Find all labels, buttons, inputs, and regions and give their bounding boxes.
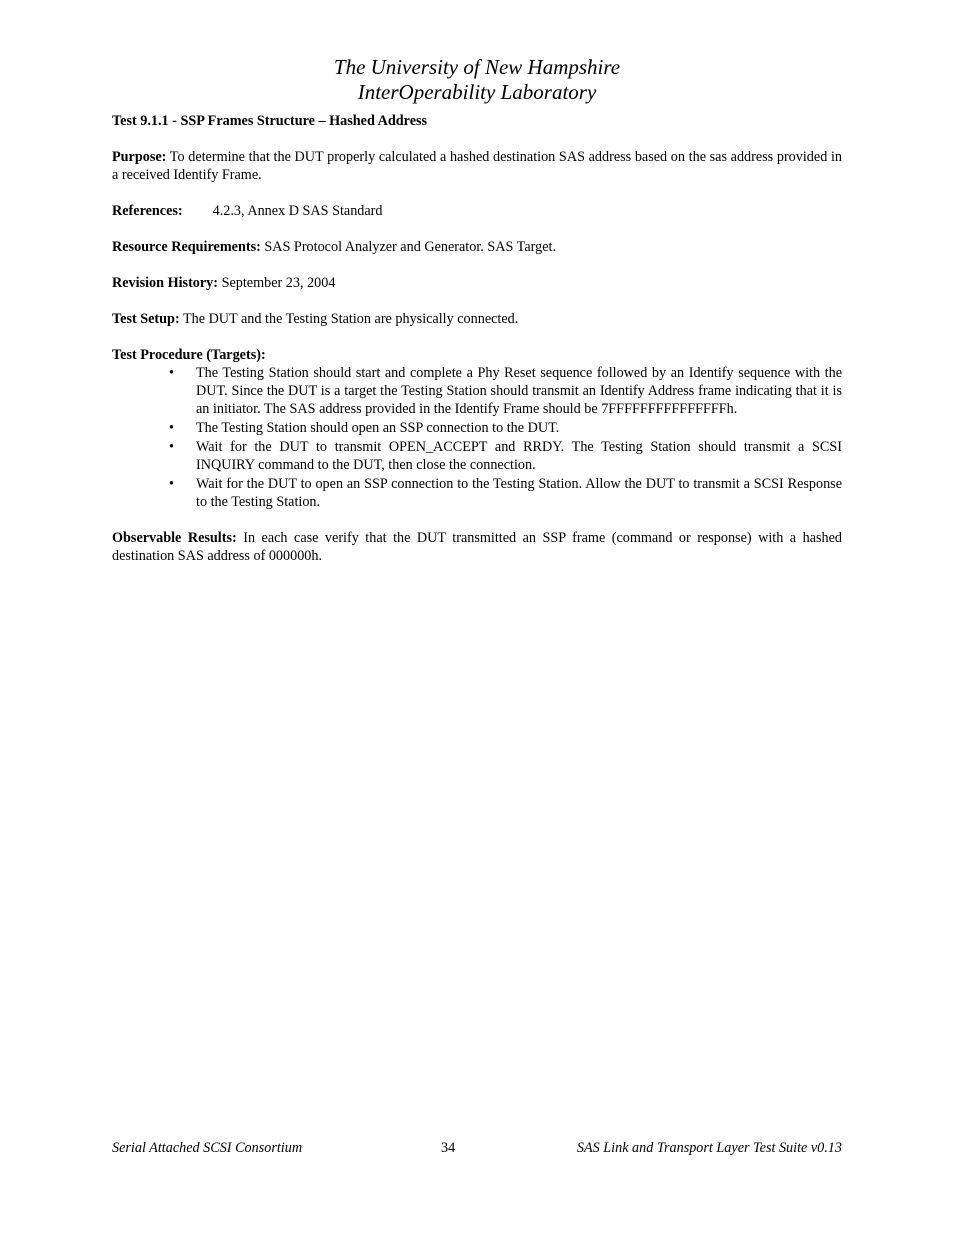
bullet-icon: • xyxy=(169,476,174,492)
revision-label: Revision History: xyxy=(112,275,219,291)
test-title: Test 9.1.1 - SSP Frames Structure – Hashed Address xyxy=(112,113,428,129)
page-footer xyxy=(112,1139,842,1159)
results-section xyxy=(112,529,842,565)
page-header xyxy=(112,55,842,105)
results-text: In each case verify that the DUT transmitted an SSP frame (command or response) with a hashed destination SAS address of 000000h. xyxy=(112,530,842,564)
setup-section xyxy=(112,310,842,328)
purpose-text: To determine that the DUT properly calculated a hashed destination SAS address based on the sas address provided in a received Identify Frame. xyxy=(112,149,842,183)
header-institution: The University of New Hampshire xyxy=(333,55,621,79)
test-content xyxy=(112,112,842,583)
references-section xyxy=(112,202,842,220)
list-item xyxy=(112,475,842,511)
purpose-section xyxy=(112,148,842,184)
footer-consortium: Serial Attached SCSI Consortium xyxy=(112,1140,303,1156)
resources-section xyxy=(112,238,842,256)
references-text: 4.2.3, Annex D SAS Standard xyxy=(212,203,383,219)
procedure-step-text: The Testing Station should start and complete a Phy Reset sequence followed by an Identify sequence with the DUT. Since the DUT is a target the Testing Station should transmit an Identify Address frame indicating that it is an initiator. The SAS address provided in the Identify Frame should be 7FFFFFFFFFFFFFFFh. xyxy=(196,365,842,417)
procedure-heading: Test Procedure (Targets): xyxy=(112,347,266,363)
setup-text: The DUT and the Testing Station are physically connected. xyxy=(179,311,519,327)
procedure-step-text: The Testing Station should open an SSP connection to the DUT. xyxy=(196,420,560,436)
revision-text: September 23, 2004 xyxy=(218,275,336,291)
list-item xyxy=(112,438,842,474)
procedure-step-text: Wait for the DUT to transmit OPEN_ACCEPT and RRDY. The Testing Station should transmit a SCSI INQUIRY command to the DUT, then close the connection. xyxy=(196,439,842,473)
purpose-label: Purpose: xyxy=(112,149,167,165)
document-page xyxy=(112,0,842,1235)
bullet-icon: • xyxy=(169,420,174,436)
bullet-icon: • xyxy=(169,365,174,381)
list-item xyxy=(112,419,842,437)
procedure-step-text: Wait for the DUT to open an SSP connection to the Testing Station. Allow the DUT to transmit a SCSI Response to the Testing Station. xyxy=(196,476,842,510)
resources-label: Resource Requirements: xyxy=(112,239,261,255)
references-label: References: xyxy=(112,203,183,219)
bullet-icon: • xyxy=(169,439,174,455)
results-label: Observable Results: xyxy=(112,530,237,546)
footer-document-title: SAS Link and Transport Layer Test Suite v0.13 xyxy=(576,1140,842,1156)
revision-section xyxy=(112,274,842,292)
list-item xyxy=(112,364,842,418)
setup-label: Test Setup: xyxy=(112,311,180,327)
header-laboratory: InterOperability Laboratory xyxy=(357,80,597,104)
procedure-list xyxy=(112,364,842,511)
page-number: 34 xyxy=(441,1140,456,1156)
resources-text: SAS Protocol Analyzer and Generator. SAS Target. xyxy=(260,239,557,255)
